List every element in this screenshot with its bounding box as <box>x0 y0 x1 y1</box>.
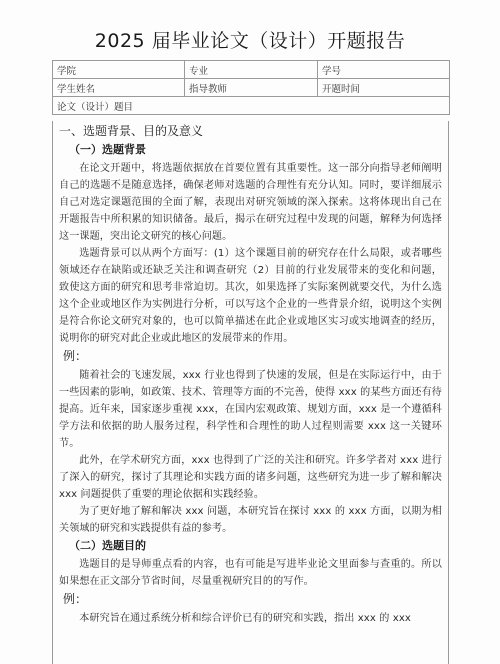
label-xingming: 学生姓名 <box>53 79 185 97</box>
paragraph-1: 在论文开题中，将选题依据放在首要位置有其重要性。这一部分向指导老师阐明自己的选题不是随意选择，确保老师对选题的合理性有充分认知。同时，要详细展示自己对选定课题范围的全面了解，表现出对研究领域的深入探索。这将体现出自己在开题报告中所积累的知识储备。最后，揭示在研究过程中发现的问题，解释为何选择这一课题，突出论文研究的核心问题。 <box>59 163 442 242</box>
label-zhuanye: 专业 <box>185 61 318 79</box>
subheading-background: （一）选题背景 <box>69 143 146 156</box>
paragraph-3: 随着社会的飞速发展，xxx 行业也得到了快速的发展，但是在实际运行中，由于一些因素的影响，如政策、技术、管理等方面的不完善，使得 xxx 的某些方面还有待提高。近年来，国家逐步重视 xxx，在国内宏观政策、规划方面，xxx 是一个遵循科学方法和依据的助人服务过程，科学性和合理性的助人过程则需要 xxx 这一关键环节。 <box>59 370 442 449</box>
form-row-1 <box>53 61 450 79</box>
label-timu: 论文（设计）题目 <box>53 97 450 115</box>
label-xuehao: 学号 <box>318 61 450 79</box>
paragraph-6: 选题目的是导师重点看的内容，也有可能是写进毕业论文里面参与查重的。所以如果想在正文部分节省时间，尽量重视研究目的的写作。 <box>59 559 442 587</box>
report-title: 2025 届毕业论文（设计）开题报告 <box>94 30 406 52</box>
subheading-purpose: （二）选题目的 <box>69 539 146 552</box>
paragraph-5: 为了更好地了解和解决 xxx 问题，本研究旨在探讨 xxx 的 xxx 方面，以期为相关领域的研究和实践提供有益的参考。 <box>59 506 442 534</box>
paragraph-4: 此外，在学术研究方面，xxx 也得到了广泛的关注和研究。许多学者对 xxx 进行了深入的研究，探讨了其理论和实践方面的诸多问题，这些研究为进一步了解和解决 xxx 问题提供了重要的理论依据和实践经验。 <box>59 455 442 500</box>
label-kaiti: 开题时间 <box>318 79 450 97</box>
example-label-1: 例： <box>63 349 88 363</box>
label-zhidao: 指导教师 <box>185 79 318 97</box>
section-heading: 一、选题背景、目的及意义 <box>59 124 204 138</box>
example-label-2: 例： <box>63 592 88 606</box>
paragraph-7: 本研究旨在通过系统分析和综合评价已有的研究和实践，指出 xxx 的 xxx <box>79 613 411 624</box>
info-form-table <box>52 60 450 115</box>
paragraph-2: 选题背景可以从两个方面写：(1）这个课题目前的研究存在什么局限，或者哪些领域还存在缺陷或还缺乏关注和调查研究（2）目前的行业发展带来的变化和问题，致使这方面的研究和思考非常迫切。其次，如果选择了实际案例就要交代，为什么选这个企业或地区作为实例进行分析，可以写这个企业的一些背景介绍，说明这个实例是符合你论文研究对象的，也可以简单描述在此企业或地区实习或实地调查的经历，说明你的研究对此企业或此地区的发展带来的作用。 <box>59 248 442 344</box>
form-row-3 <box>53 97 450 115</box>
form-row-2 <box>53 79 450 97</box>
label-xueyuan: 学院 <box>53 61 185 79</box>
report-body <box>52 121 449 664</box>
